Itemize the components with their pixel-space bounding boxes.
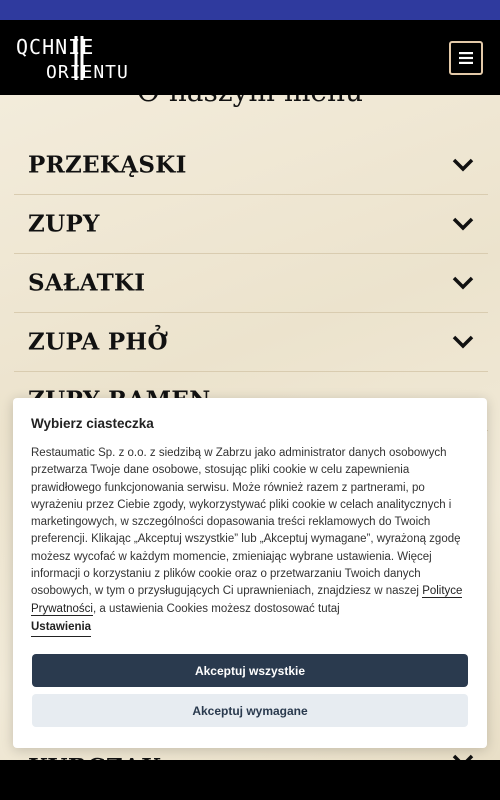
- accordion-item-zupy[interactable]: [14, 195, 488, 254]
- accordion-label: ZUPA PHỞ: [28, 328, 168, 356]
- accept-all-button[interactable]: Akceptuj wszystkie: [32, 654, 468, 687]
- logo-line-2: ORIENTU: [46, 62, 129, 83]
- accordion-item-zupa-pho[interactable]: [14, 313, 488, 372]
- accordion-label: SAŁATKI: [28, 269, 146, 297]
- accordion-item-przekaski[interactable]: [14, 136, 488, 195]
- logo-line-1: QCHNIE: [16, 35, 95, 59]
- accordion-label: ZUPY: [28, 210, 100, 238]
- site-header: [0, 20, 500, 95]
- accept-required-button[interactable]: Akceptuj wymagane: [32, 694, 468, 727]
- status-bar: [0, 0, 500, 20]
- cookie-settings-link[interactable]: Ustawienia: [31, 619, 91, 637]
- accordion-label: PRZEKĄSKI: [28, 151, 187, 179]
- cookie-text-main: Restaumatic Sp. z o.o. z siedzibą w Zabrzu jako administrator danych osobowych przetwarza Twoje dane osobowe, stosując pliki cookie w celu zapewnienia prawidłowego funkcjonowania serwisu. Może również razem z partnerami, po wyrażeniu przez Ciebie zgody, wykorzystywać pliki cookie w celach analitycznych i marketingowych, w szczególności dopasowania treści reklamowych do Twoich preferencji. Klikając „Akceptuj wszystkie” lub „Akceptuj wymagane”, wyrażoną zgodę możesz wycofać w każdym momencie, zmieniając wybrane ustawienia. Więcej informacji o korzystaniu z plików cookie oraz o przetwarzaniu Twoich danych osobowych, w tym o przysługujących Ci uprawnieniach, znajdziesz w naszej: [31, 447, 461, 598]
- chevron-down-icon: [452, 158, 474, 172]
- chevron-down-icon: [452, 217, 474, 231]
- privacy-policy-link[interactable]: Polityce Prywatności: [31, 585, 463, 615]
- cookie-title: Wybierz ciasteczka: [31, 416, 154, 431]
- system-navigation-bar: [0, 760, 500, 800]
- cookie-text-tail: , a ustawienia Cookies możesz dostosować tutaj: [93, 602, 340, 615]
- hamburger-icon: [459, 52, 473, 64]
- chevron-down-icon: [452, 335, 474, 349]
- restaurant-logo[interactable]: [16, 34, 140, 82]
- chevron-down-icon: [452, 276, 474, 290]
- menu-toggle-button[interactable]: [449, 41, 483, 75]
- accordion-item-salatki[interactable]: [14, 254, 488, 313]
- cookie-description: [31, 445, 469, 637]
- cookie-consent-dialog: [13, 398, 487, 748]
